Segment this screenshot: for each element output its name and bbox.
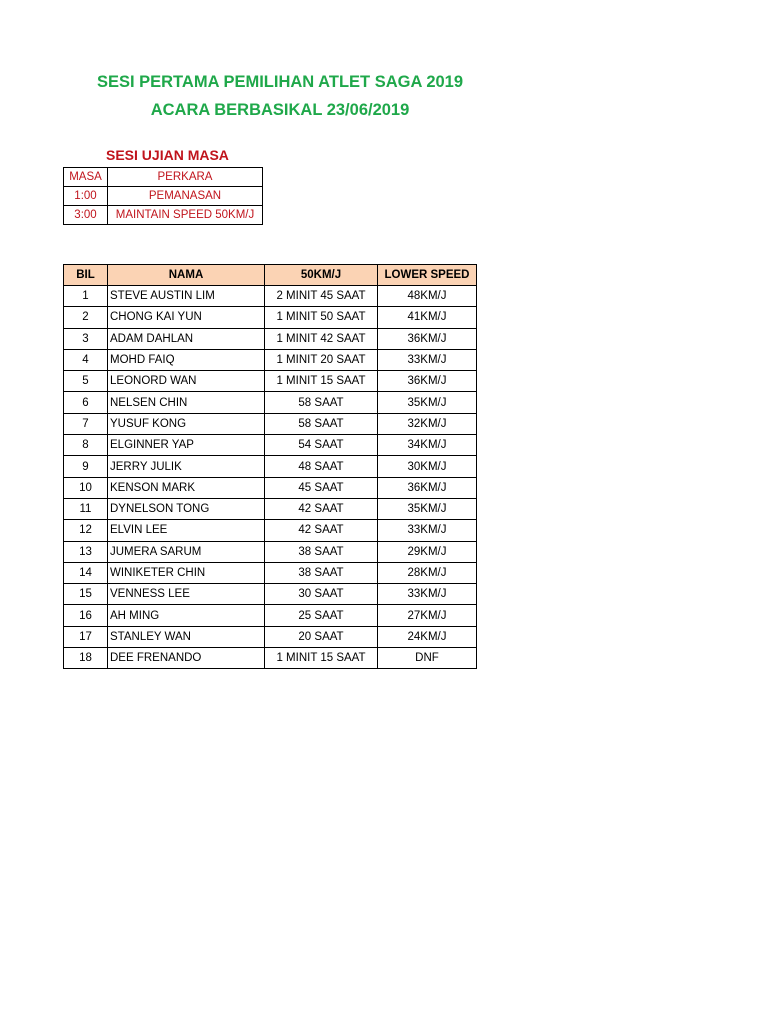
time-cell: 48 SAAT xyxy=(265,456,378,477)
masa-table-row xyxy=(64,187,263,206)
bil-cell: 7 xyxy=(64,413,108,434)
time-cell: 1 MINIT 15 SAAT xyxy=(265,648,378,669)
section-title: SESI UJIAN MASA xyxy=(106,147,229,163)
masa-cell: 1:00 xyxy=(64,187,108,206)
table-row xyxy=(64,626,477,647)
time-cell: 58 SAAT xyxy=(265,413,378,434)
time-cell: 1 MINIT 20 SAAT xyxy=(265,349,378,370)
bil-cell: 8 xyxy=(64,435,108,456)
bil-cell: 10 xyxy=(64,477,108,498)
lower-speed-cell: 24KM/J xyxy=(378,626,477,647)
table-row xyxy=(64,562,477,583)
nama-cell: MOHD FAIQ xyxy=(108,349,265,370)
time-cell: 45 SAAT xyxy=(265,477,378,498)
table-row xyxy=(64,392,477,413)
time-cell: 38 SAAT xyxy=(265,541,378,562)
results-table-header-row xyxy=(64,265,477,286)
nama-cell: KENSON MARK xyxy=(108,477,265,498)
table-row xyxy=(64,605,477,626)
time-cell: 54 SAAT xyxy=(265,435,378,456)
bil-cell: 14 xyxy=(64,562,108,583)
bil-cell: 4 xyxy=(64,349,108,370)
table-row xyxy=(64,541,477,562)
nama-cell: STANLEY WAN xyxy=(108,626,265,647)
table-row xyxy=(64,648,477,669)
time-cell: 2 MINIT 45 SAAT xyxy=(265,286,378,307)
lower-speed-cell: 29KM/J xyxy=(378,541,477,562)
nama-cell: ADAM DAHLAN xyxy=(108,328,265,349)
masa-table xyxy=(63,167,263,225)
masa-table-header-row xyxy=(64,168,263,187)
bil-cell: 5 xyxy=(64,371,108,392)
bil-cell: 12 xyxy=(64,520,108,541)
lower-speed-cell: 28KM/J xyxy=(378,562,477,583)
nama-cell: STEVE AUSTIN LIM xyxy=(108,286,265,307)
nama-column-header: NAMA xyxy=(108,265,265,286)
lower-speed-cell: 33KM/J xyxy=(378,584,477,605)
time-cell: 20 SAAT xyxy=(265,626,378,647)
bil-cell: 6 xyxy=(64,392,108,413)
time-cell: 30 SAAT xyxy=(265,584,378,605)
page-title-line-1: SESI PERTAMA PEMILIHAN ATLET SAGA 2019 xyxy=(96,73,464,91)
table-row xyxy=(64,435,477,456)
bil-cell: 13 xyxy=(64,541,108,562)
table-row xyxy=(64,520,477,541)
lower-speed-cell: 35KM/J xyxy=(378,392,477,413)
lower-speed-cell: 48KM/J xyxy=(378,286,477,307)
lower-speed-cell: 35KM/J xyxy=(378,498,477,519)
masa-table-row xyxy=(64,206,263,225)
nama-cell: NELSEN CHIN xyxy=(108,392,265,413)
nama-cell: LEONORD WAN xyxy=(108,371,265,392)
bil-cell: 9 xyxy=(64,456,108,477)
nama-cell: ELGINNER YAP xyxy=(108,435,265,456)
lower-speed-cell: 32KM/J xyxy=(378,413,477,434)
time-cell: 1 MINIT 50 SAAT xyxy=(265,307,378,328)
table-row xyxy=(64,498,477,519)
lower-speed-cell: 41KM/J xyxy=(378,307,477,328)
time-cell: 38 SAAT xyxy=(265,562,378,583)
table-row xyxy=(64,328,477,349)
table-row xyxy=(64,307,477,328)
lower-speed-cell: 30KM/J xyxy=(378,456,477,477)
lower-speed-cell: 36KM/J xyxy=(378,477,477,498)
bil-cell: 15 xyxy=(64,584,108,605)
bil-cell: 18 xyxy=(64,648,108,669)
lower-speed-cell: 36KM/J xyxy=(378,371,477,392)
table-row xyxy=(64,371,477,392)
nama-cell: DEE FRENANDO xyxy=(108,648,265,669)
bil-cell: 11 xyxy=(64,498,108,519)
bil-cell: 16 xyxy=(64,605,108,626)
lower-speed-column-header: LOWER SPEED xyxy=(378,265,477,286)
lower-speed-cell: 33KM/J xyxy=(378,520,477,541)
nama-cell: CHONG KAI YUN xyxy=(108,307,265,328)
masa-column-header: MASA xyxy=(64,168,108,187)
nama-cell: JERRY JULIK xyxy=(108,456,265,477)
nama-cell: DYNELSON TONG xyxy=(108,498,265,519)
lower-speed-cell: 36KM/J xyxy=(378,328,477,349)
bil-cell: 17 xyxy=(64,626,108,647)
lower-speed-cell: DNF xyxy=(378,648,477,669)
results-table xyxy=(63,264,477,669)
time-cell: 42 SAAT xyxy=(265,498,378,519)
time-cell: 42 SAAT xyxy=(265,520,378,541)
table-row xyxy=(64,286,477,307)
nama-cell: VENNESS LEE xyxy=(108,584,265,605)
time-cell: 58 SAAT xyxy=(265,392,378,413)
bil-column-header: BIL xyxy=(64,265,108,286)
table-row xyxy=(64,456,477,477)
lower-speed-cell: 27KM/J xyxy=(378,605,477,626)
time-cell: 25 SAAT xyxy=(265,605,378,626)
table-row xyxy=(64,477,477,498)
nama-cell: AH MING xyxy=(108,605,265,626)
table-row xyxy=(64,413,477,434)
bil-cell: 2 xyxy=(64,307,108,328)
nama-cell: WINIKETER CHIN xyxy=(108,562,265,583)
time-column-header: 50KM/J xyxy=(265,265,378,286)
table-row xyxy=(64,349,477,370)
lower-speed-cell: 33KM/J xyxy=(378,349,477,370)
nama-cell: ELVIN LEE xyxy=(108,520,265,541)
nama-cell: JUMERA SARUM xyxy=(108,541,265,562)
nama-cell: YUSUF KONG xyxy=(108,413,265,434)
lower-speed-cell: 34KM/J xyxy=(378,435,477,456)
bil-cell: 3 xyxy=(64,328,108,349)
time-cell: 1 MINIT 15 SAAT xyxy=(265,371,378,392)
perkara-cell: PEMANASAN xyxy=(108,187,263,206)
results-table-body xyxy=(64,286,477,669)
table-row xyxy=(64,584,477,605)
perkara-column-header: PERKARA xyxy=(108,168,263,187)
perkara-cell: MAINTAIN SPEED 50KM/J xyxy=(108,206,263,225)
page-title-line-2: ACARA BERBASIKAL 23/06/2019 xyxy=(150,101,410,119)
masa-cell: 3:00 xyxy=(64,206,108,225)
bil-cell: 1 xyxy=(64,286,108,307)
time-cell: 1 MINIT 42 SAAT xyxy=(265,328,378,349)
